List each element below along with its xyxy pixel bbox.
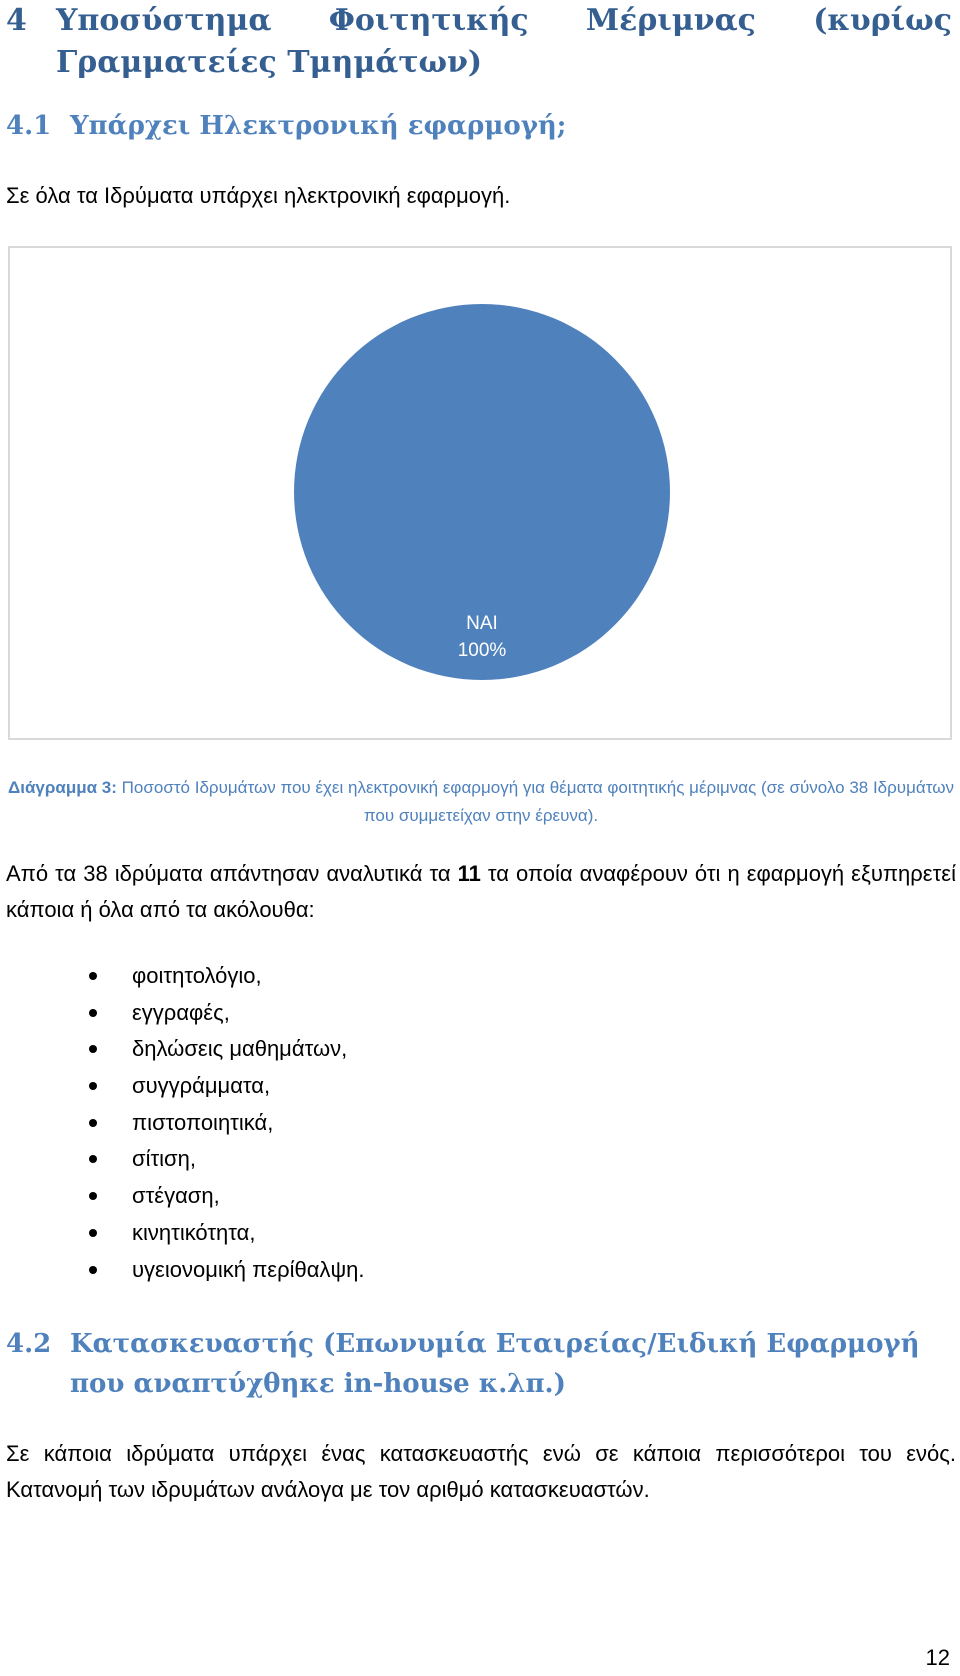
- bullet-icon: [89, 972, 97, 980]
- manufacturer-paragraph: Σε κάποια ιδρύματα υπάρχει ένας κατασκευαστής ενώ σε κάποια περισσότεροι του ενός. Κατανομή των ιδρυμάτων ανάλογα με τον αριθμό κατασκευαστών.: [6, 1441, 956, 1502]
- list-item: [0, 1178, 950, 1215]
- section-title: Υποσύστημα Φοιτητικής Μέριμνας (κυρίως Γραμματείες Τμημάτων): [56, 3, 952, 80]
- subsection-heading-4-2: [6, 1324, 952, 1404]
- service-label: δηλώσεις μαθημάτων,: [132, 1036, 348, 1062]
- bullet-icon: [89, 1155, 97, 1163]
- service-label: εγγραφές,: [132, 999, 230, 1025]
- intro-text: Σε όλα τα Ιδρύματα υπάρχει ηλεκτρονική εφαρμογή.: [6, 183, 511, 208]
- subsection-title: Υπάρχει Ηλεκτρονική εφαρμογή;: [70, 111, 567, 141]
- answers-text-before: Από τα 38 ιδρύματα απάντησαν αναλυτικά τα: [6, 861, 458, 886]
- services-list: [0, 958, 950, 1288]
- answers-paragraph: [6, 856, 956, 928]
- list-item: [0, 1031, 950, 1068]
- bullet-icon: [89, 1045, 97, 1053]
- service-label: φοιτητολόγιο,: [132, 963, 262, 988]
- pie-chart-frame: [8, 246, 952, 740]
- list-item: [0, 1105, 950, 1142]
- service-label: υγειονομική περίθαλψη.: [132, 1256, 365, 1282]
- list-item: [0, 1141, 950, 1178]
- caption-text: Ποσοστό Ιδρυμάτων που έχει ηλεκτρονική εφαρμογή για θέματα φοιτητικής μέριμνας (σε σύνολο 38 Ιδρυμάτων που συμμετείχαν στην έρευνα).: [121, 778, 954, 825]
- bullet-icon: [89, 1119, 97, 1127]
- pie-data-label-percent: 100%: [457, 640, 507, 661]
- service-label: σίτιση,: [132, 1146, 196, 1172]
- service-label: κινητικότητα,: [132, 1219, 256, 1245]
- pie-chart: [10, 248, 950, 738]
- answers-text-after: τα οποία αναφέρουν ότι η εφαρμογή εξυπηρετεί κάποια ή όλα από τα ακόλουθα:: [6, 861, 956, 922]
- bullet-icon: [89, 1082, 97, 1090]
- caption-label: Διάγραμμα 3:: [8, 778, 117, 797]
- subsection-title: Κατασκευαστής (Επωνυμία Εταιρείας/Ειδική Εφαρμογή που αναπτύχθηκε in-house κ.λπ.): [70, 1329, 920, 1399]
- figure-caption: [6, 774, 956, 830]
- subsection-heading-4-1: [6, 106, 952, 146]
- pie-data-label-category: ΝΑΙ: [466, 613, 498, 634]
- list-item: [0, 995, 950, 1032]
- bullet-icon: [89, 1009, 97, 1017]
- bullet-icon: [89, 1229, 97, 1237]
- section-heading-4: [6, 0, 952, 84]
- section-number: 4: [6, 3, 27, 38]
- service-label: πιστοποιητικά,: [132, 1109, 274, 1135]
- list-item: [0, 1252, 950, 1289]
- page-number: 12: [925, 1645, 950, 1670]
- service-label: στέγαση,: [132, 1183, 220, 1209]
- bullet-icon: [89, 1192, 97, 1200]
- list-item: [0, 1215, 950, 1252]
- bullet-icon: [89, 1266, 97, 1274]
- subsection-number: 4.1: [6, 111, 52, 141]
- answers-count: 11: [457, 861, 481, 886]
- list-item: [0, 1068, 950, 1105]
- service-label: συγγράμματα,: [132, 1073, 271, 1099]
- subsection-number: 4.2: [6, 1329, 52, 1359]
- list-item: [0, 958, 950, 995]
